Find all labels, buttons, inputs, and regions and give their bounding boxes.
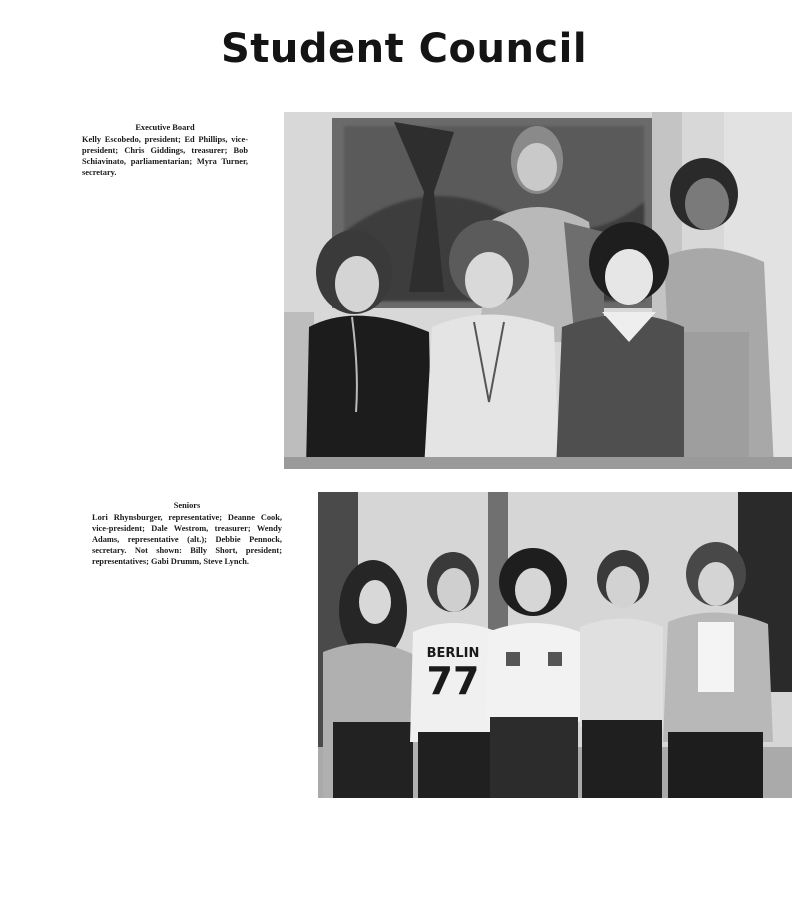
executive-board-heading: Executive Board: [135, 123, 195, 132]
page-title: Student Council: [220, 26, 588, 72]
seniors-heading: Seniors: [173, 501, 201, 510]
seniors-photo: [318, 492, 792, 798]
seniors-caption-text: Lori Rhynsburger, representative; Deanne Cook, vice-president; Dale Westrom, treasurer; Wendy Adams, representative (alt.); Debbie Pennock, secretary. Not shown: Billy Short, president; representatives; Gabi Drumm, Steve Lynch.: [92, 513, 282, 566]
jersey-text: BERLIN: [426, 646, 480, 661]
jersey-number: 77: [426, 659, 480, 703]
executive-board-caption-text: Kelly Escobedo, president; Ed Phillips, vice-president; Chris Giddings, treasurer; Bob Schiavinato, parliamentarian; Myra Turner, secretary.: [82, 135, 248, 177]
executive-board-caption: [82, 122, 248, 178]
executive-board-photo-image: [284, 112, 792, 469]
executive-board-photo: [284, 112, 792, 469]
seniors-caption: [92, 500, 282, 567]
seniors-photo-image: [318, 492, 792, 798]
